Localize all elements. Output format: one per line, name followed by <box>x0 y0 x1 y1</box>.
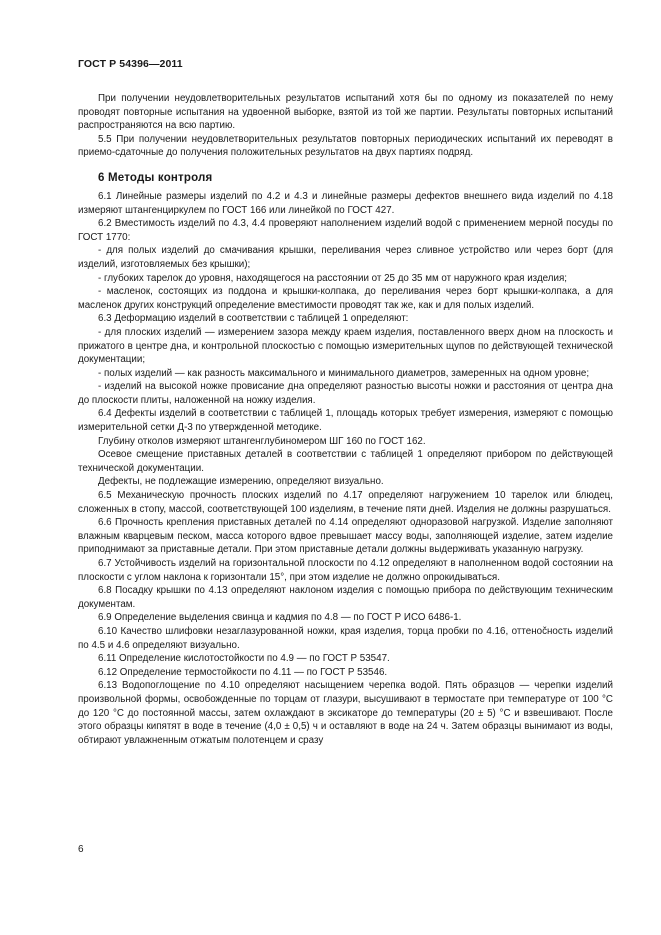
paragraph: 6.12 Определение термостойкости по 4.11 — по ГОСТ Р 53546. <box>98 666 388 678</box>
document-code-header: ГОСТ Р 54396—2011 <box>78 58 183 70</box>
list-item: - глубоких тарелок до уровня, находящегося на расстоянии от 25 до 35 мм от наружного края изделия; <box>98 272 568 284</box>
paragraph: 6.7 Устойчивость изделий на горизонтальной плоскости по 4.12 определяют в наполненном водой состоянии на плоскости с углом наклона к горизонтали 15°, при этом изделие не должно опрокидываться. <box>78 558 613 583</box>
section-heading: 6 Методы контроля <box>98 171 213 184</box>
paragraph: 6.4 Дефекты изделий в соответствии с таблицей 1, площадь которых требует измерения, измеряют с помощью измерительной сетки Д-3 по утвержденной методике. <box>78 408 613 434</box>
list-item: - для плоских изделий — измерением зазора между краем изделия, поставленного вверх дном на плоскость и прижатого в центре дна, и контрольной плоскостью с помощью измерительных щупов по действующей технической документации; <box>78 326 613 366</box>
paragraph: 6.10 Качество шлифовки незаглазурованной ножки, края изделия, торца пробки по 4.16, оттенočность изделий по 4.5 и 4.6 определяют визуально. <box>78 625 613 651</box>
paragraph: Дефекты, не подлежащие измерению, определяют визуально. <box>98 476 384 488</box>
paragraph: 6.9 Определение выделения свинца и кадмия по 4.8 — по ГОСТ Р ИСО 6486-1. <box>98 612 462 624</box>
paragraph: 6.3 Деформацию изделий в соответствии с таблицей 1 определяют: <box>98 313 409 325</box>
paragraph: 6.11 Определение кислотостойкости по 4.9 — по ГОСТ Р 53547. <box>98 653 390 665</box>
body-text <box>78 92 613 747</box>
paragraph: 6.1 Линейные размеры изделий по 4.2 и 4.3 и линейные размеры дефектов внешнего вида изделий по 4.18 измеряют штангенциркулем по ГОСТ 166 или линейкой по ГОСТ 427. <box>78 190 613 216</box>
paragraph: 6.6 Прочность крепления приставных деталей по 4.14 определяют одноразовой нагрузкой. Изделие заполняют влажным кварцевым песком, масса которого вдвое превышает массу воды, заполняющей изделие, затем изделие приподнимают за приставные детали. При этом приставные детали должны выдерживать указанную нагрузку. <box>78 517 613 556</box>
paragraph: При получении неудовлетворительных результатов испытаний хотя бы по одному из показателей по нему проводят повторные испытания на удвоенной выборке, взятой из той же партии. Результаты повторных испытаний распространяются на всю партию. <box>78 93 613 132</box>
paragraph: 5.5 При получении неудовлетворительных результатов повторных периодических испытаний их переводят в приемо-сдаточные до получения положительных результатов на двух партиях подряд. <box>78 133 613 159</box>
paragraph: 6.2 Вместимость изделий по 4.3, 4.4 проверяют наполнением изделий водой с применением мерной посуды по ГОСТ 1770: <box>78 218 613 243</box>
paragraph: Осевое смещение приставных деталей в соответствии с таблицей 1 определяют прибором по действующей технической документации. <box>78 449 613 474</box>
list-item: - изделий на высокой ножке провисание дна определяют разностью высоты ножки и расстояния от центра дна до плоскости плиты, наложенной на ножку изделия. <box>78 381 613 406</box>
paragraph: Глубину отколов измеряют штангенглубиномером ШГ 160 по ГОСТ 162. <box>98 435 426 447</box>
list-item: - для полых изделий до смачивания крышки, переливания через сливное устройство или через борт (для изделий, изготовляемых без крышки); <box>78 245 613 270</box>
paragraph: 6.5 Механическую прочность плоских изделий по 4.17 определяют нагружением 10 тарелок или блюдец, сложенных в стопу, массой, соответствующей 100 изделиям, в течение пяти дней. Изделия не должны разрушаться. <box>78 490 613 515</box>
paragraph: 6.8 Посадку крышки по 4.13 определяют наклоном изделия с помощью прибора по действующим техническим документам. <box>78 585 613 610</box>
list-item: - масленок, состоящих из поддона и крышки-колпака, до переливания через борт крышки-колпака, а для масленок других конструкций определение вместимости проводят так же, как и для полых изделий. <box>78 286 613 311</box>
page-number: 6 <box>78 844 84 855</box>
list-item: - полых изделий — как разность максимального и минимального диаметров, замеренных на одном уровне; <box>98 367 590 379</box>
paragraph: 6.13 Водопоглощение по 4.10 определяют насыщением черепка водой. Пять образцов — черепки изделий произвольной формы, освобожденные по торцам от глазури, высушивают в термостате при температуре от 100 °С до 120 °С до постоянной массы, затем охлаждают в эксикаторе до температуры (20 ± 5) °С и взвешивают. После этого образцы кипятят в воде в течение (4,0 ± 0,5) ч и оставляют в воде на 24 ч. Затем образцы вынимают из воды, обтирают увлажненным отжатым полотенцем и сразу <box>78 680 613 746</box>
